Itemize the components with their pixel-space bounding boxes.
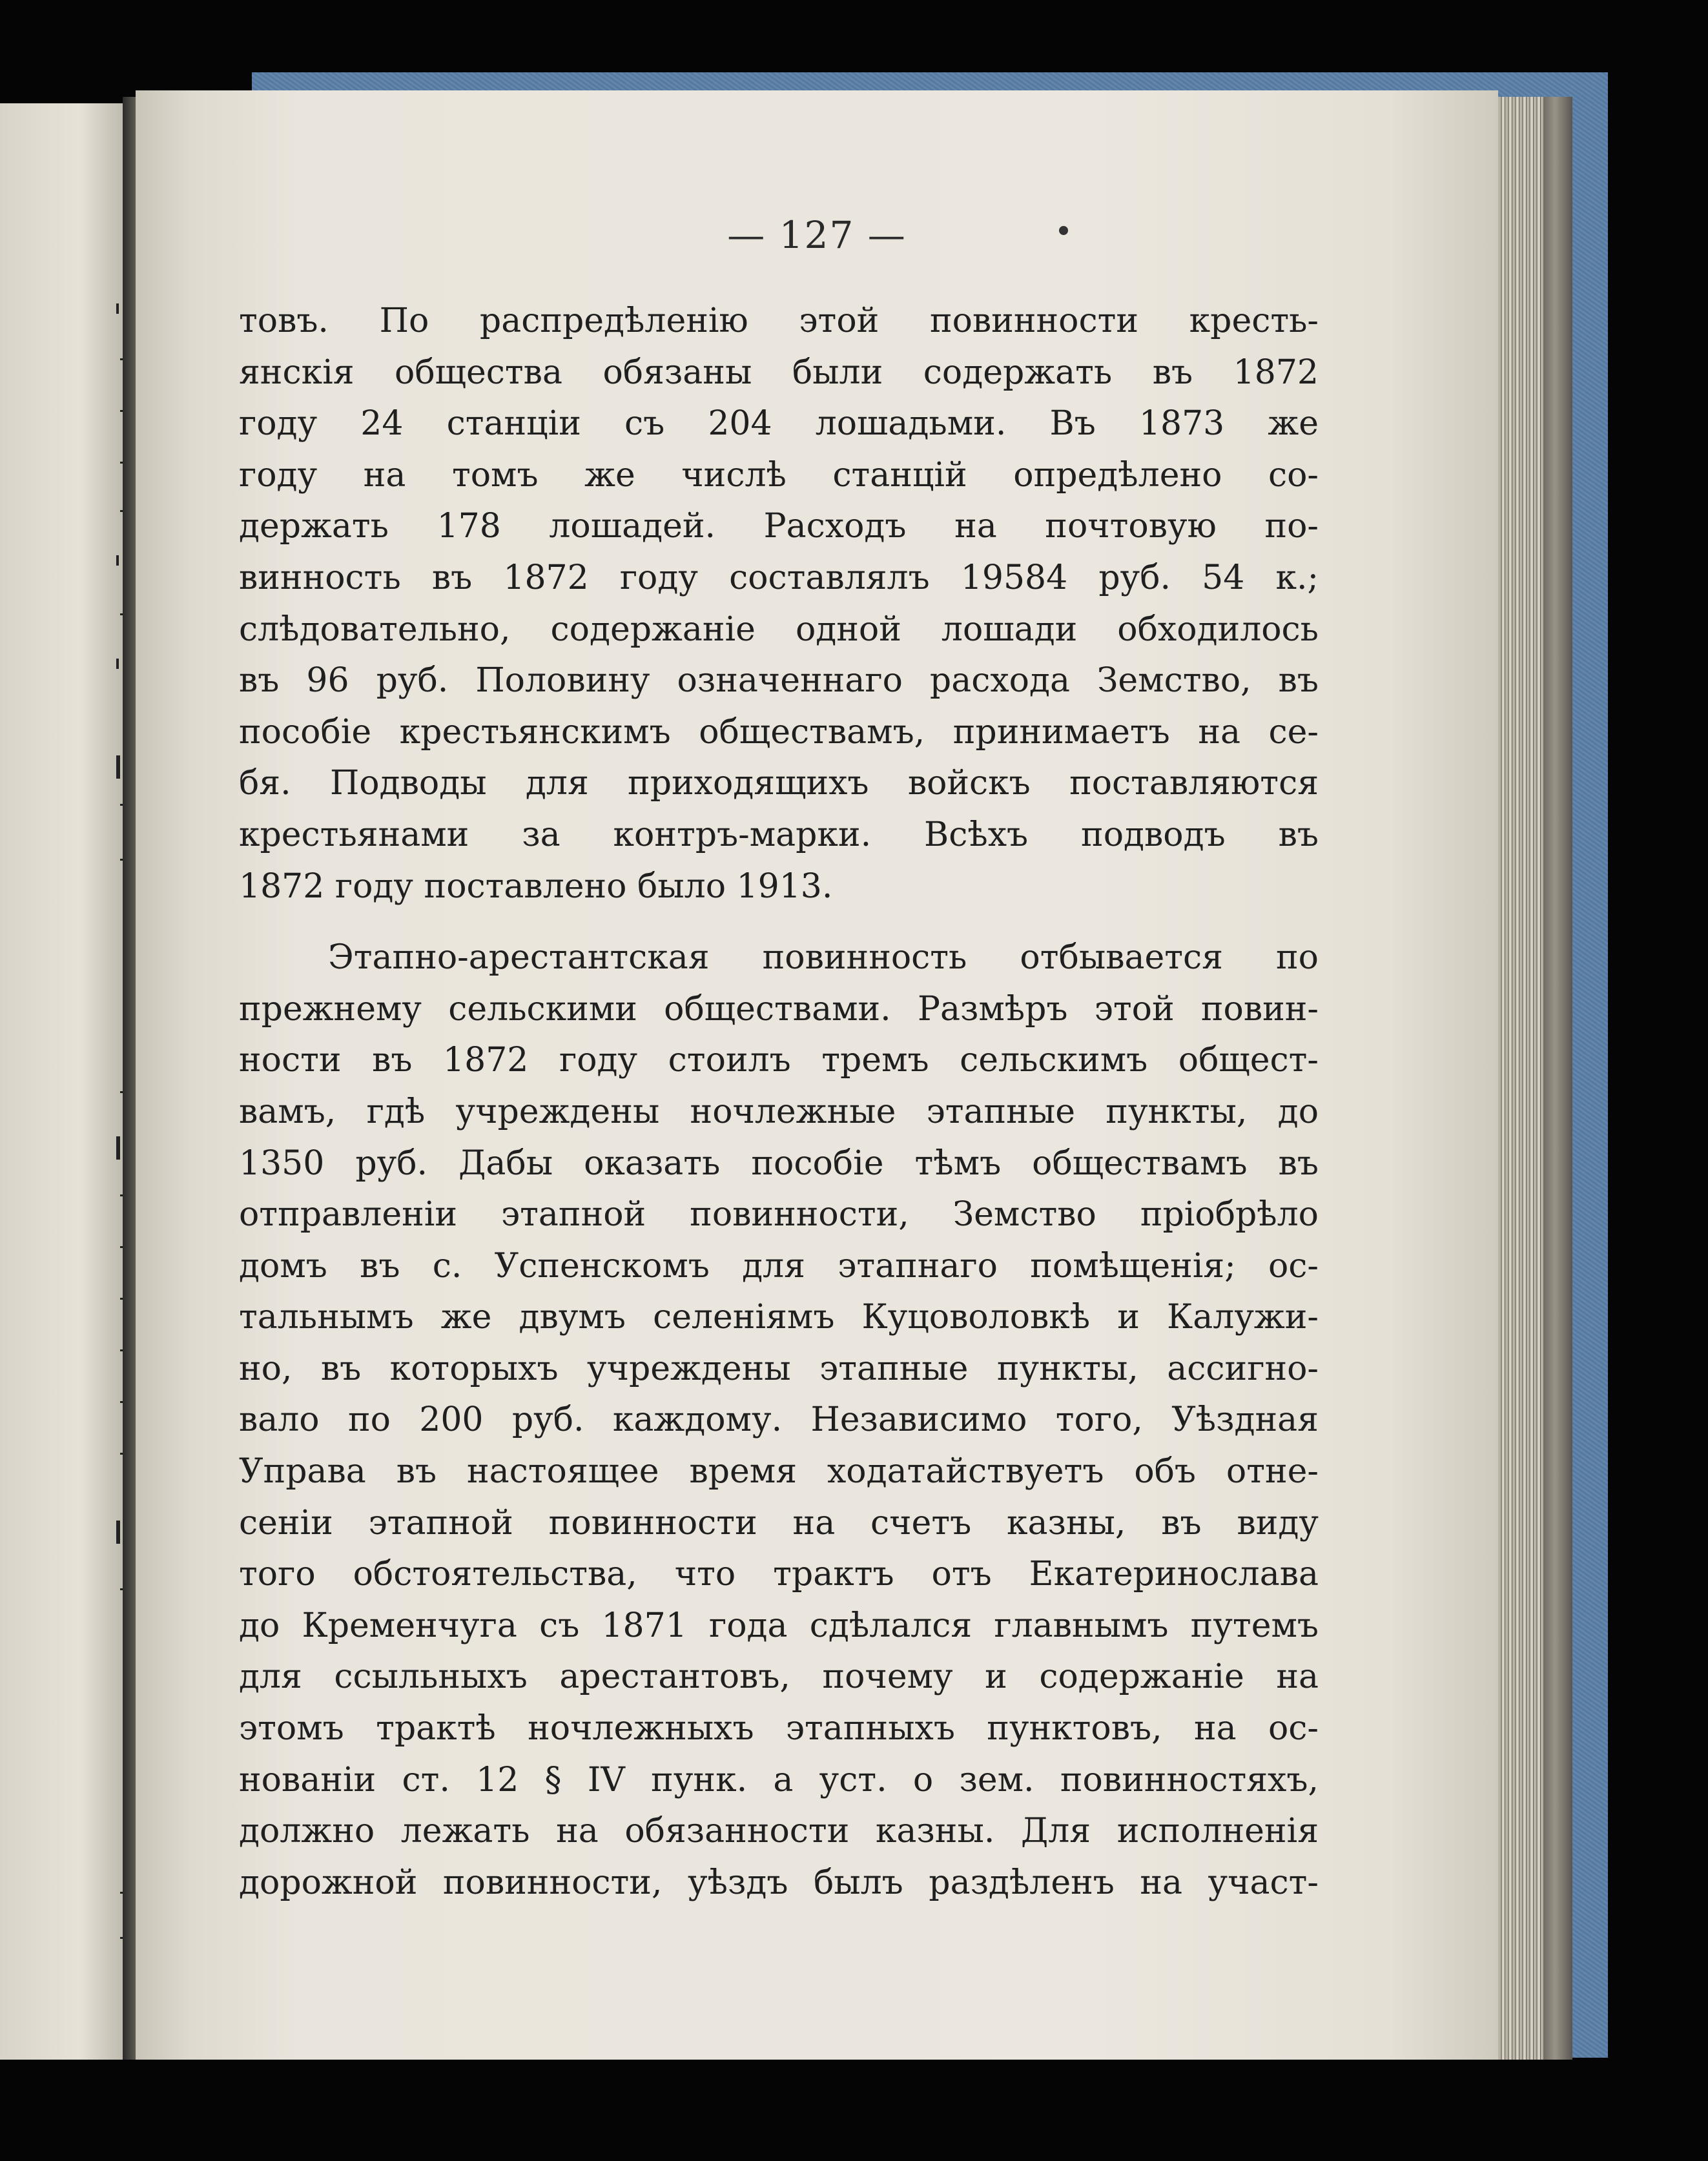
page-number-header: — 127 — — [727, 213, 907, 257]
text-line: того обстоятельства, что трактъ отъ Екатеринослава — [239, 1555, 1319, 1594]
text-line: ности въ 1872 году стоилъ тремъ сельскимъ общест- — [239, 1041, 1319, 1080]
text-line: вамъ, гдѣ учреждены ночлежные этапные пункты, до — [239, 1092, 1319, 1131]
body-text — [239, 296, 1319, 1909]
text-line: крестьянами за контръ-марки. Всѣхъ подводъ въ — [239, 815, 1319, 854]
text-line: но, въ которыхъ учреждены этапные пункты, ассигно- — [239, 1349, 1319, 1388]
page-edge-mark — [116, 659, 119, 669]
text-line: держать 178 лошадей. Расходъ на почтовую по- — [239, 507, 1319, 546]
text-line: янскія общества обязаны были содержать въ 1872 — [239, 353, 1319, 392]
text-line: товъ. По распредѣленію этой повинности кресть- — [239, 302, 1319, 340]
text-line: этомъ трактѣ ночлежныхъ этапныхъ пунктовъ, на ос- — [239, 1709, 1319, 1748]
ink-dot — [1059, 226, 1068, 235]
text-line: слѣдовательно, содержаніе одной лошади обходилось — [239, 609, 1319, 649]
page-edge-mark — [116, 555, 119, 566]
text-line: винность въ 1872 году составлялъ 19584 руб. 54 к.; — [239, 558, 1319, 597]
text-line: вало по 200 руб. каждому. Независимо того, Уѣздная — [239, 1400, 1319, 1440]
page-stack-edges — [1498, 97, 1543, 2060]
page-stack-shadow — [1543, 97, 1572, 2060]
text-line: году на томъ же числѣ станцій опредѣлено со- — [239, 455, 1319, 495]
text-line: 1350 руб. Дабы оказать пособіе тѣмъ обществамъ въ — [239, 1143, 1319, 1183]
text-line: отправленіи этапной повинности, Земство пріобрѣло — [239, 1195, 1319, 1234]
text-line: дорожной повинности, уѣздъ былъ раздѣленъ на участ- — [239, 1863, 1319, 1902]
text-line: должно лежать на обязанности казны. Для исполненія — [239, 1812, 1319, 1851]
text-line: Этапно-арестантская повинность отбывается по — [328, 938, 1319, 978]
text-line: домъ въ с. Успенскомъ для этапнаго помѣщенія; ос- — [239, 1246, 1319, 1285]
page-edge-mark — [116, 1136, 120, 1160]
text-line: бя. Подводы для приходящихъ войскъ поставляются — [239, 764, 1319, 803]
text-line: Управа въ настоящее время ходатайствуетъ объ отне- — [239, 1452, 1319, 1491]
page-edge-mark — [116, 755, 120, 779]
text-line: для ссыльныхъ арестантовъ, почему и содержаніе на — [239, 1657, 1319, 1697]
text-line: сеніи этапной повинности на счетъ казны, въ виду — [239, 1503, 1319, 1542]
page-edge-mark — [116, 1521, 120, 1544]
paragraph — [239, 932, 1319, 1909]
text-line: до Кременчуга съ 1871 года сдѣлался главнымъ путемъ — [239, 1606, 1319, 1645]
text-line: нованіи ст. 12 § IV пунк. а уст. о зем. повинностяхъ, — [239, 1760, 1319, 1799]
text-line: тальнымъ же двумъ селеніямъ Куцоволовкѣ и Калужи- — [239, 1298, 1319, 1337]
paragraph — [239, 296, 1319, 912]
text-line: году 24 станціи съ 204 лошадьми. Въ 1873 же — [239, 404, 1319, 444]
text-line: 1872 году поставлено было 1913. — [239, 866, 833, 906]
left-facing-page — [0, 103, 132, 2060]
text-line: пособіе крестьянскимъ обществамъ, принимаетъ на се- — [239, 712, 1319, 752]
text-line: въ 96 руб. Половину означеннаго расхода Земство, въ — [239, 661, 1319, 701]
page-edge-mark — [116, 303, 119, 314]
text-line: прежнему сельскими обществами. Размѣръ этой повин- — [239, 989, 1319, 1029]
